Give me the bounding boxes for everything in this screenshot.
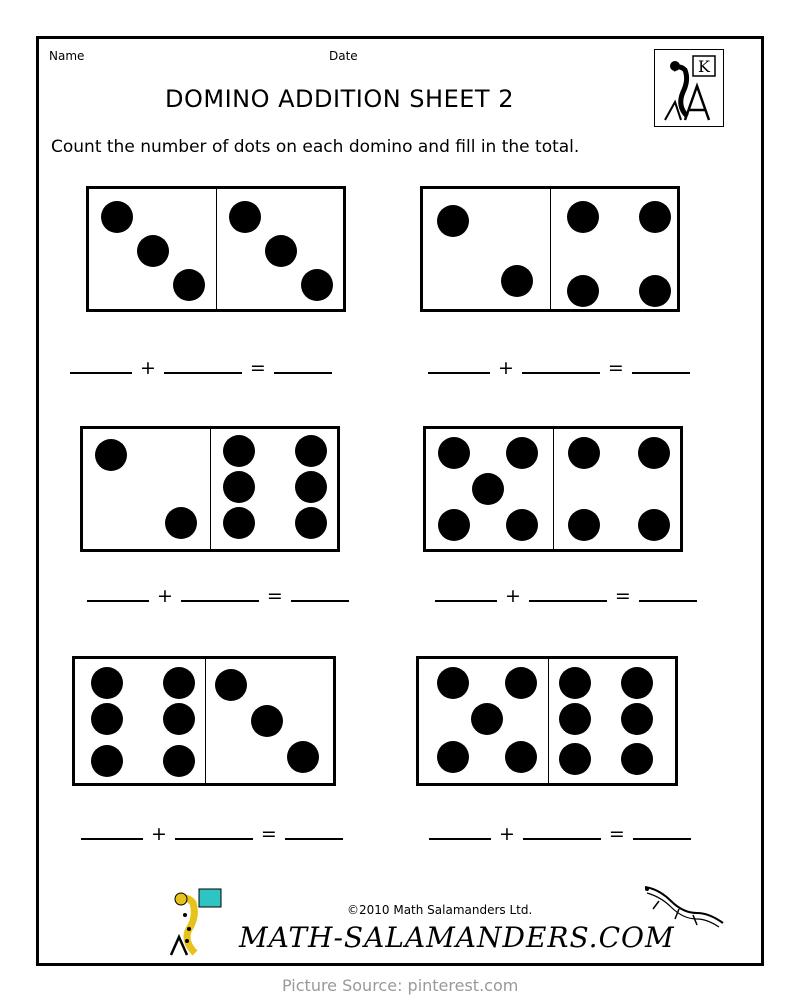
- answer-blank[interactable]: [429, 824, 491, 840]
- dot: [621, 667, 653, 699]
- answer-blank[interactable]: [428, 358, 490, 374]
- dot: [567, 201, 599, 233]
- dot: [163, 703, 195, 735]
- equation-5: + =: [81, 823, 343, 845]
- salamander-icon: [655, 50, 722, 125]
- answer-blank[interactable]: [87, 586, 149, 602]
- brand-logo: MATH-SALAMANDERS.COM: [239, 921, 675, 954]
- answer-blank[interactable]: [291, 586, 349, 602]
- salamander-logo: [654, 49, 724, 127]
- dot: [438, 509, 470, 541]
- dot: [91, 667, 123, 699]
- dot: [639, 275, 671, 307]
- equation-1: + =: [70, 357, 332, 379]
- dot: [505, 667, 537, 699]
- dot: [223, 507, 255, 539]
- dot: [638, 437, 670, 469]
- answer-blank[interactable]: [181, 586, 259, 602]
- date-label: Date: [329, 49, 358, 63]
- dot: [95, 439, 127, 471]
- dot: [287, 741, 319, 773]
- equation-6: + =: [429, 823, 691, 845]
- dot: [295, 435, 327, 467]
- dot: [621, 743, 653, 775]
- salamander-mascot-icon: [167, 887, 227, 957]
- dot: [438, 437, 470, 469]
- dot: [223, 471, 255, 503]
- dot: [295, 471, 327, 503]
- dot: [471, 703, 503, 735]
- answer-blank[interactable]: [70, 358, 132, 374]
- dot: [621, 703, 653, 735]
- dot: [223, 435, 255, 467]
- answer-blank[interactable]: [633, 824, 691, 840]
- domino-3: [80, 426, 340, 552]
- dot: [567, 275, 599, 307]
- dot: [301, 269, 333, 301]
- domino-5: [72, 656, 336, 786]
- domino-2: [420, 186, 680, 312]
- dot: [137, 235, 169, 267]
- dot: [91, 703, 123, 735]
- answer-blank[interactable]: [632, 358, 690, 374]
- domino-4: [423, 426, 683, 552]
- dot: [472, 473, 504, 505]
- dot: [215, 669, 247, 701]
- domino-6: [416, 656, 678, 786]
- answer-blank[interactable]: [175, 824, 253, 840]
- dot: [229, 201, 261, 233]
- dot: [437, 741, 469, 773]
- dot: [638, 509, 670, 541]
- dot: [505, 741, 537, 773]
- salamander-drawing-icon: [639, 879, 729, 935]
- dot: [506, 437, 538, 469]
- equation-3: + =: [87, 585, 349, 607]
- page-title: DOMINO ADDITION SHEET 2: [165, 85, 514, 113]
- dot: [437, 667, 469, 699]
- svg-text:K: K: [698, 57, 710, 76]
- dot: [251, 705, 283, 737]
- answer-blank[interactable]: [274, 358, 332, 374]
- dot: [559, 743, 591, 775]
- dot: [163, 745, 195, 777]
- copyright-text: ©2010 Math Salamanders Ltd.: [347, 903, 533, 917]
- dot: [163, 667, 195, 699]
- dot: [91, 745, 123, 777]
- dot: [101, 201, 133, 233]
- answer-blank[interactable]: [522, 358, 600, 374]
- answer-blank[interactable]: [523, 824, 601, 840]
- answer-blank[interactable]: [435, 586, 497, 602]
- answer-blank[interactable]: [285, 824, 343, 840]
- dot: [559, 667, 591, 699]
- equation-4: + =: [435, 585, 697, 607]
- dot: [559, 703, 591, 735]
- instructions: Count the number of dots on each domino and fill in the total.: [51, 137, 580, 157]
- dot: [506, 509, 538, 541]
- dot: [265, 235, 297, 267]
- dot: [295, 507, 327, 539]
- equation-2: + =: [428, 357, 690, 379]
- answer-blank[interactable]: [639, 586, 697, 602]
- dot: [568, 437, 600, 469]
- dot: [173, 269, 205, 301]
- answer-blank[interactable]: [164, 358, 242, 374]
- answer-blank[interactable]: [529, 586, 607, 602]
- domino-1: [86, 186, 346, 312]
- worksheet: [36, 36, 764, 966]
- dot: [639, 201, 671, 233]
- dot: [165, 507, 197, 539]
- dot: [568, 509, 600, 541]
- name-label: Name: [49, 49, 85, 63]
- picture-source: Picture Source: pinterest.com: [282, 976, 519, 995]
- dot: [501, 265, 533, 297]
- dot: [437, 205, 469, 237]
- answer-blank[interactable]: [81, 824, 143, 840]
